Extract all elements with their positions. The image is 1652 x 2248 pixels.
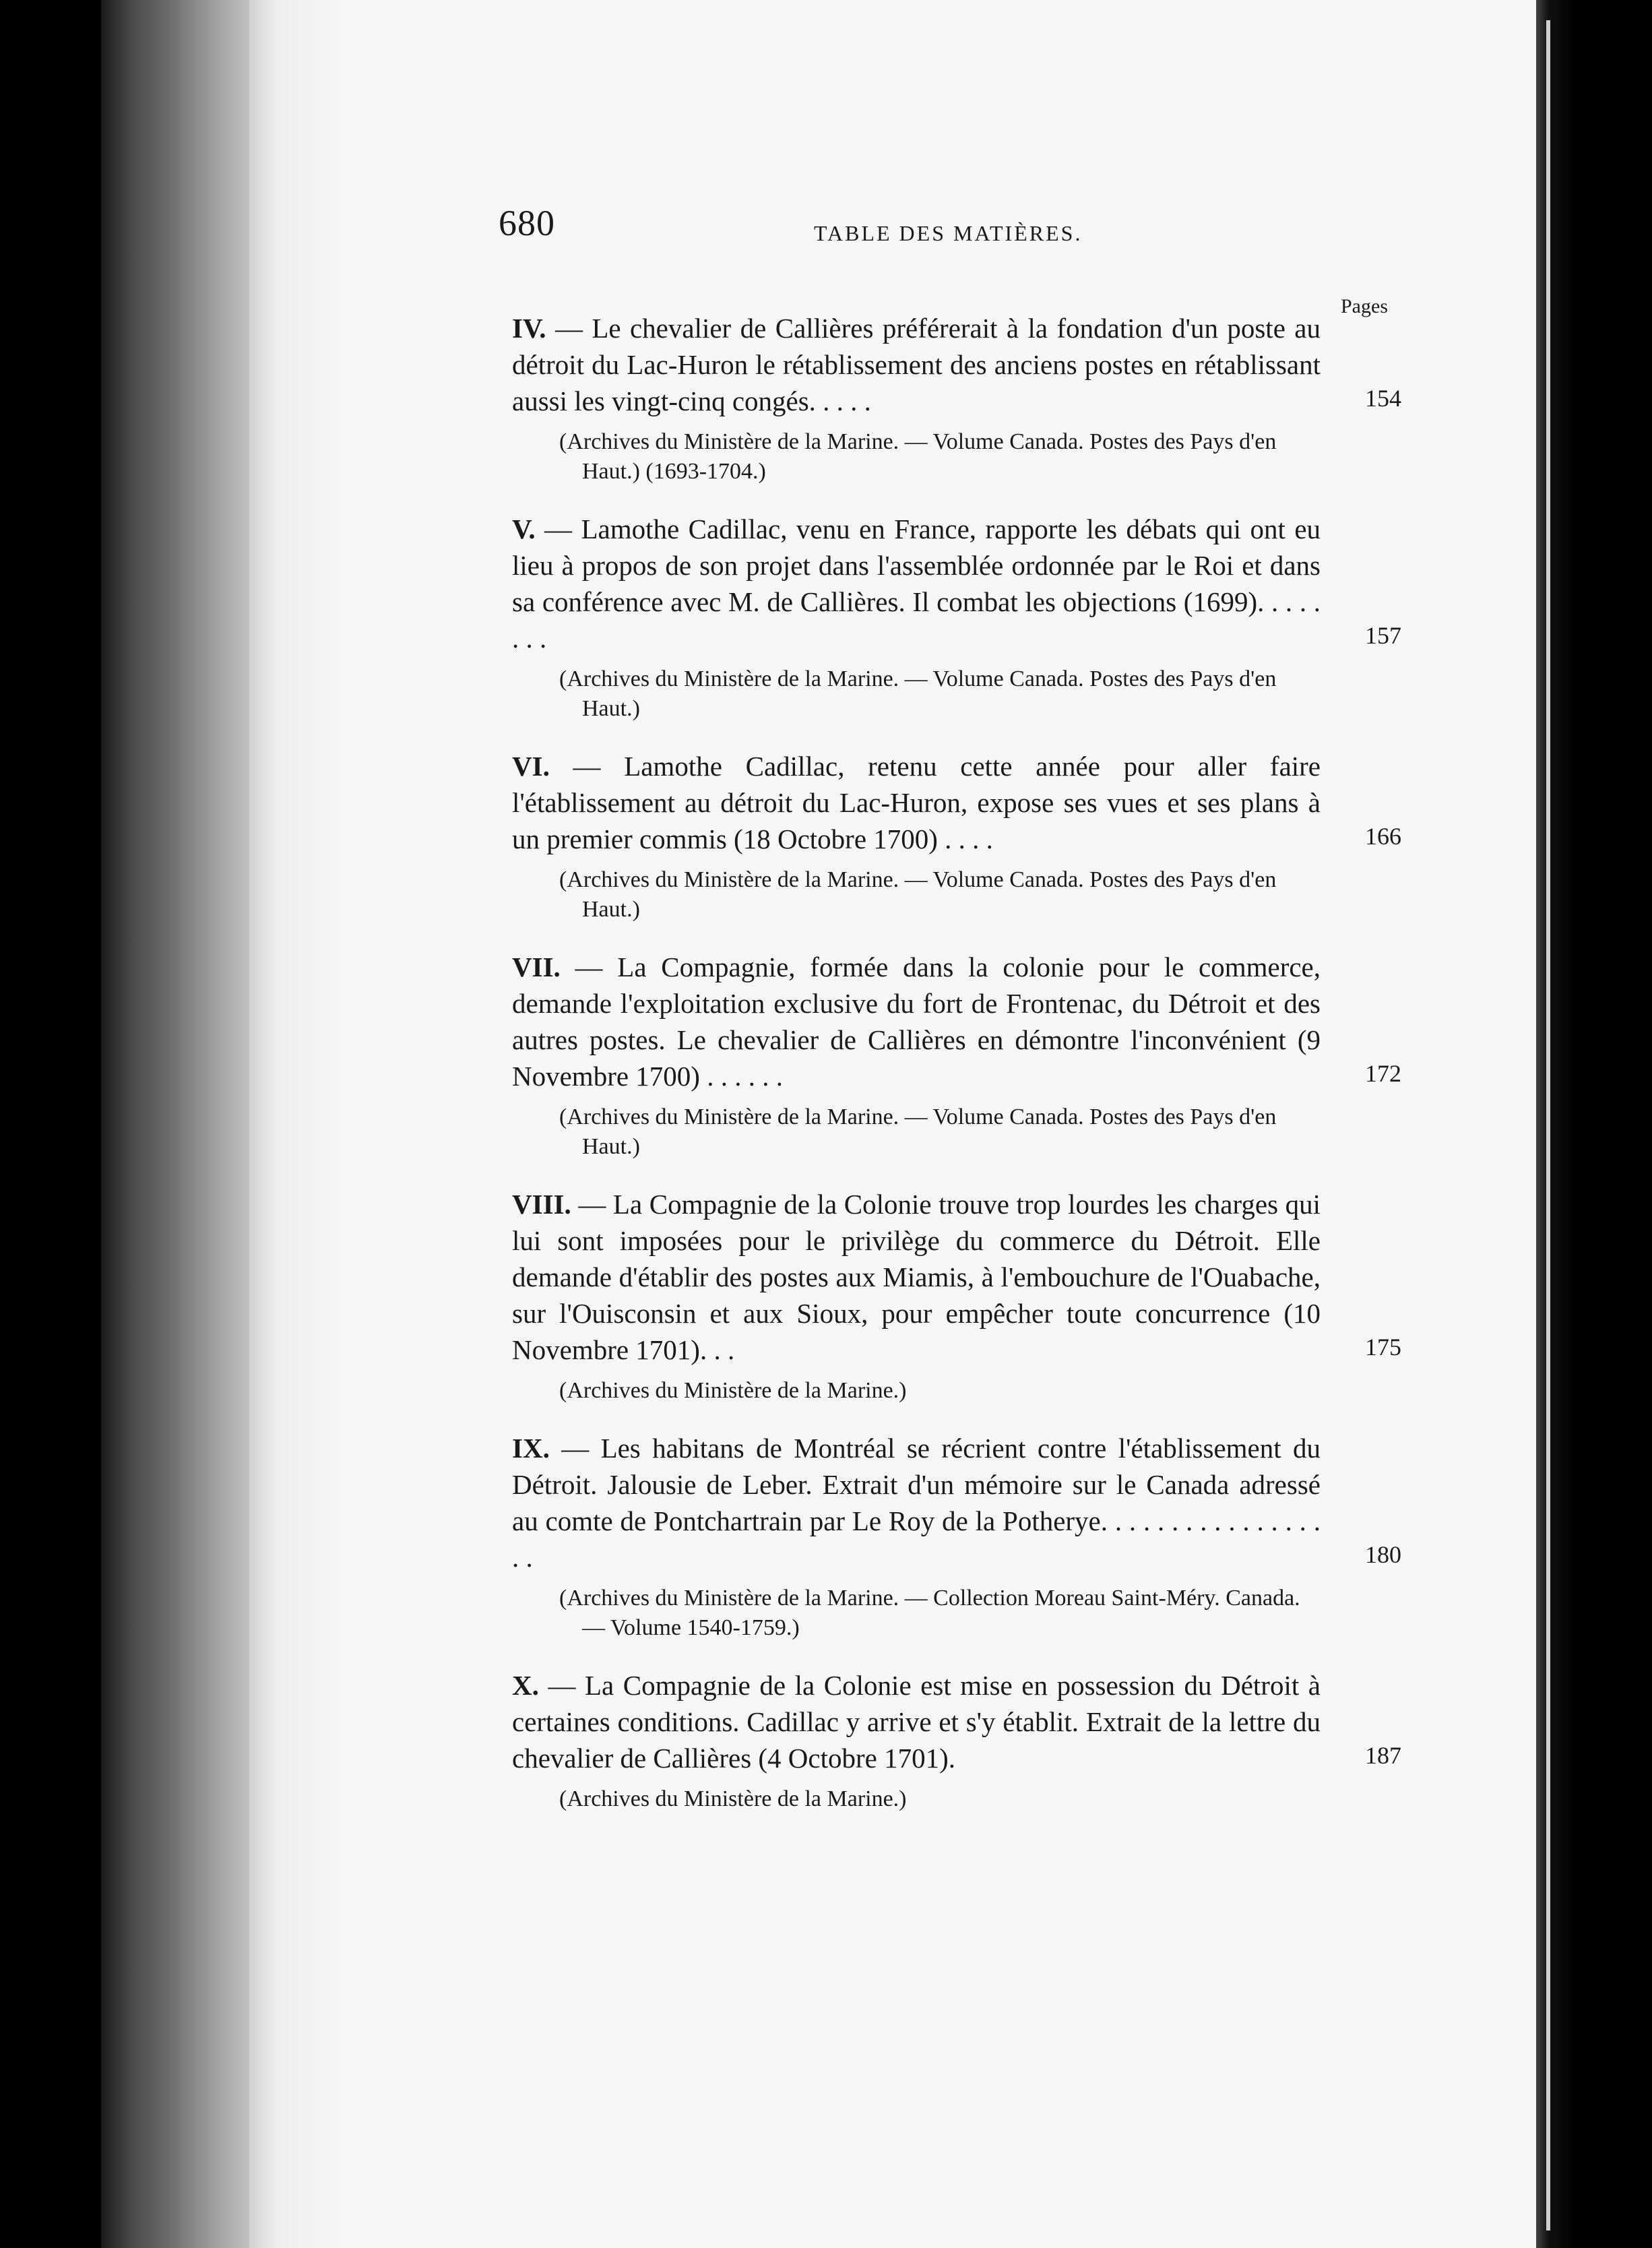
entry-text: — La Compagnie de la Colonie trouve trop lourdes les charges qui lui sont imposées pour le privilège du commerce du Détroit. Elle demande d'établir des postes aux Miamis, à l'embouchure de l'Ouabache, sur l'Ouisconsin et aux Sioux, pour empêcher toute concurrence (10 Novembre 1701). . .: [512, 1189, 1321, 1365]
entry-numeral: VI.: [512, 751, 550, 782]
entry-source: (Archives du Ministère de la Marine. — Volume Canada. Postes des Pays d'en Haut.): [559, 867, 1277, 922]
table-of-contents: [512, 310, 1401, 1838]
entry-source: (Archives du Ministère de la Marine.): [559, 1786, 907, 1811]
entry-page-number: 157: [1365, 622, 1401, 649]
entry-numeral: IX.: [512, 1433, 550, 1464]
facing-page-edge: [1546, 20, 1550, 2230]
toc-entry: [512, 748, 1401, 925]
pages-column-heading: Pages: [1341, 295, 1388, 317]
entry-text: — La Compagnie, formée dans la colonie pour le commerce, demande l'exploitation exclusive du fort de Frontenac, du Détroit et des autres postes. Le chevalier de Callières en démontre l'inconvénient (9 Novembre 1700) . . . . . .: [512, 951, 1321, 1092]
toc-entry: [512, 1667, 1401, 1814]
running-title: TABLE DES MATIÈRES.: [814, 221, 1083, 245]
entry-numeral: IV.: [512, 313, 546, 344]
entry-numeral: VIII.: [512, 1189, 571, 1220]
entry-source: (Archives du Ministère de la Marine. — Volume Canada. Postes des Pays d'en Haut.): [559, 666, 1277, 721]
entry-source: (Archives du Ministère de la Marine. — Volume Canada. Postes des Pays d'en Haut.): [559, 1104, 1277, 1159]
scan-border-right: [1536, 0, 1652, 2248]
entry-numeral: VII.: [512, 951, 561, 982]
entry-page-number: 166: [1365, 823, 1401, 850]
entry-numeral: V.: [512, 513, 536, 544]
entry-page-number: 175: [1365, 1334, 1401, 1361]
entry-text: — Lamothe Cadillac, retenu cette année pour aller faire l'établissement au détroit du Lac-Huron, expose ses vues et ses plans à un premier commis (18 Octobre 1700) . . . .: [512, 751, 1321, 854]
entry-page-number: 180: [1365, 1541, 1401, 1568]
entry-text: — Les habitans de Montréal se récrient contre l'établissement du Détroit. Jalousie de Leber. Extrait d'un mémoire sur le Canada adressé au comte de Pontchartrain par Le Roy de la Potherye. . . . . . . . . . . . . . . . . .: [512, 1433, 1321, 1573]
toc-entry: [512, 1430, 1401, 1643]
entry-page-number: 187: [1365, 1742, 1401, 1769]
entry-source: (Archives du Ministère de la Marine. — Volume Canada. Postes des Pays d'en Haut.) (1693-1704.): [559, 429, 1277, 484]
toc-entry: [512, 949, 1401, 1162]
page-header: [499, 202, 1388, 256]
entry-source: (Archives du Ministère de la Marine.): [559, 1378, 907, 1403]
entry-text: — La Compagnie de la Colonie est mise en possession du Détroit à certaines conditions. Cadillac y arrive et s'y établit. Extrait de la lettre du chevalier de Callières (4 Octobre 1701).: [512, 1670, 1321, 1774]
entry-numeral: X.: [512, 1670, 539, 1701]
toc-entry: [512, 1186, 1401, 1406]
book-spine-shadow: [101, 0, 256, 2248]
toc-entry: [512, 310, 1401, 487]
entry-page-number: 154: [1365, 385, 1401, 412]
entry-text: — Le chevalier de Callières préférerait à la fondation d'un poste au détroit du Lac-Huron le rétablissement des anciens postes en rétablissant aussi les vingt-cinq congés. . . . .: [512, 313, 1321, 416]
toc-entry: [512, 511, 1401, 724]
page-number: 680: [499, 203, 555, 243]
entry-page-number: 172: [1365, 1060, 1401, 1087]
entry-text: — Lamothe Cadillac, venu en France, rapporte les débats qui ont eu lieu à propos de son projet dans l'assemblée ordonnée par le Roi et dans sa conférence avec M. de Callières. Il combat les objections (1699). . . . . . . .: [512, 513, 1321, 654]
entry-source: (Archives du Ministère de la Marine. — Collection Moreau Saint-Méry. Canada. — Volume 1540-1759.): [559, 1586, 1300, 1640]
